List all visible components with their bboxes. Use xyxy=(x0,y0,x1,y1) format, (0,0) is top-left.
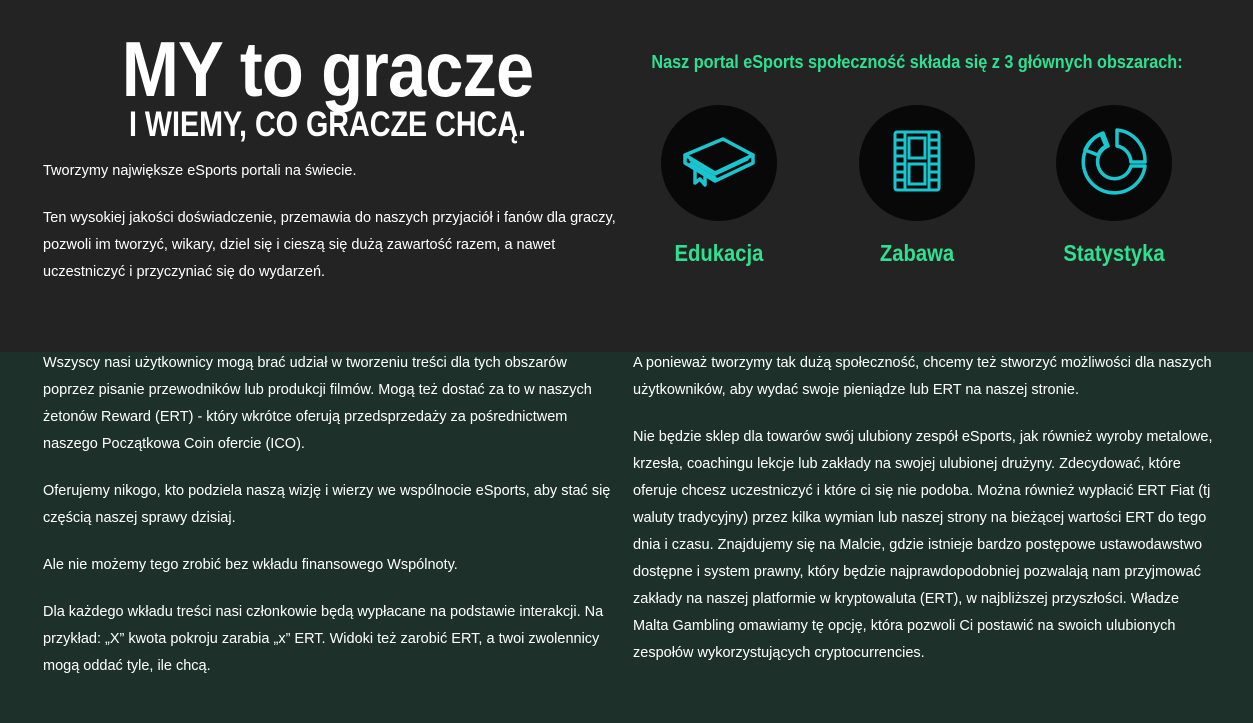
area-icon-circle xyxy=(1056,105,1172,221)
donut-chart-icon xyxy=(1079,126,1149,201)
area-label: Statystyka xyxy=(1063,240,1165,266)
film-strip-icon xyxy=(892,129,942,198)
area-label: Zabawa xyxy=(879,240,955,266)
paragraph: Ale nie możemy tego zrobić bez wkładu finansowego Wspólnoty. xyxy=(43,557,458,573)
area-icon-circle xyxy=(859,105,975,221)
book-icon xyxy=(679,131,759,196)
area-zabawa xyxy=(857,105,977,268)
hero-subtitle: I WIEMY, CO GRACZE CHCĄ. xyxy=(128,105,527,144)
areas-heading: Nasz portal eSports społeczność składa się z 3 głównych obszarach: xyxy=(651,52,1183,72)
intro-paragraph: Tworzymy największe eSports portali na świecie. xyxy=(43,163,357,179)
hero-title: MY to gracze xyxy=(121,25,534,113)
paragraph: Dla każdego wkładu treści nasi członkowie będą wypłacane na podstawie interakcji. Na przykład: „X” kwota pokroju zarabia „x” ERT. Widoki też zarobić ERT, a twoi zwolennicy mogą oddać tyle, ile chcą. xyxy=(43,604,604,674)
paragraph: A ponieważ tworzymy tak dużą społeczność, chcemy też stworzyć możliwości dla naszych użytkowników, aby wydać swoje pieniądze lub ERT na naszej stronie. xyxy=(633,355,1212,398)
right-column xyxy=(633,350,1213,687)
area-icon-circle xyxy=(661,105,777,221)
area-edukacja xyxy=(659,105,779,268)
area-label: Edukacja xyxy=(674,240,764,266)
intro-paragraph: Ten wysokiej jakości doświadczenie, przemawia do naszych przyjaciół i fanów dla graczy, pozwoli im tworzyć, wikary, dziel się i cieszą się dużą zawartość razem, a nawet uczestniczyć i przyczyniać się do wydarzeń. xyxy=(43,210,616,280)
paragraph: Oferujemy nikogo, kto podziela naszą wizję i wierzy we wspólnocie eSports, aby stać się częścią naszej sprawy dzisiaj. xyxy=(43,483,611,526)
paragraph: Nie będzie sklep dla towarów swój ulubiony zespół eSports, jak również wyroby metalowe, krzesła, coachingu lekcje lub zakłady na swojej ulubionej drużyny. Zdecydować, które oferuje chcesz uczestniczyć i które ci się nie podoba. Można również wypłacić ERT Fiat (tj waluty tradycyjny) przez kilka wymian lub naszej strony na bieżącej wartości ERT do tego dnia i czasu. Znajdujemy się na Malcie, gdzie istnieje bardzo postępowe ustawodawstwo dostępne i system prawny, który będzie najprawdopodobniej pozwalają nam przyjmować zakłady na naszej platformie w kryptowaluta (ERT), w najbliższej przyszłości. Władze Malta Gambling omawiamy tę opcję, która pozwoli Ci postawić na swoich ulubionych zespołów wykorzystujących cryptocurrencies. xyxy=(633,429,1213,661)
left-column xyxy=(43,350,618,700)
area-statystyka xyxy=(1054,105,1174,268)
intro-text xyxy=(43,158,623,306)
paragraph: Wszyscy nasi użytkownicy mogą brać udział w tworzeniu treści dla tych obszarów poprzez pisanie przewodników lub produkcji filmów. Mogą też dostać za to w naszych żetonów Reward (ERT) - który wkrótce oferują przedsprzedaży za pośrednictwem naszego Początkowa Coin ofercie (ICO). xyxy=(43,355,592,452)
